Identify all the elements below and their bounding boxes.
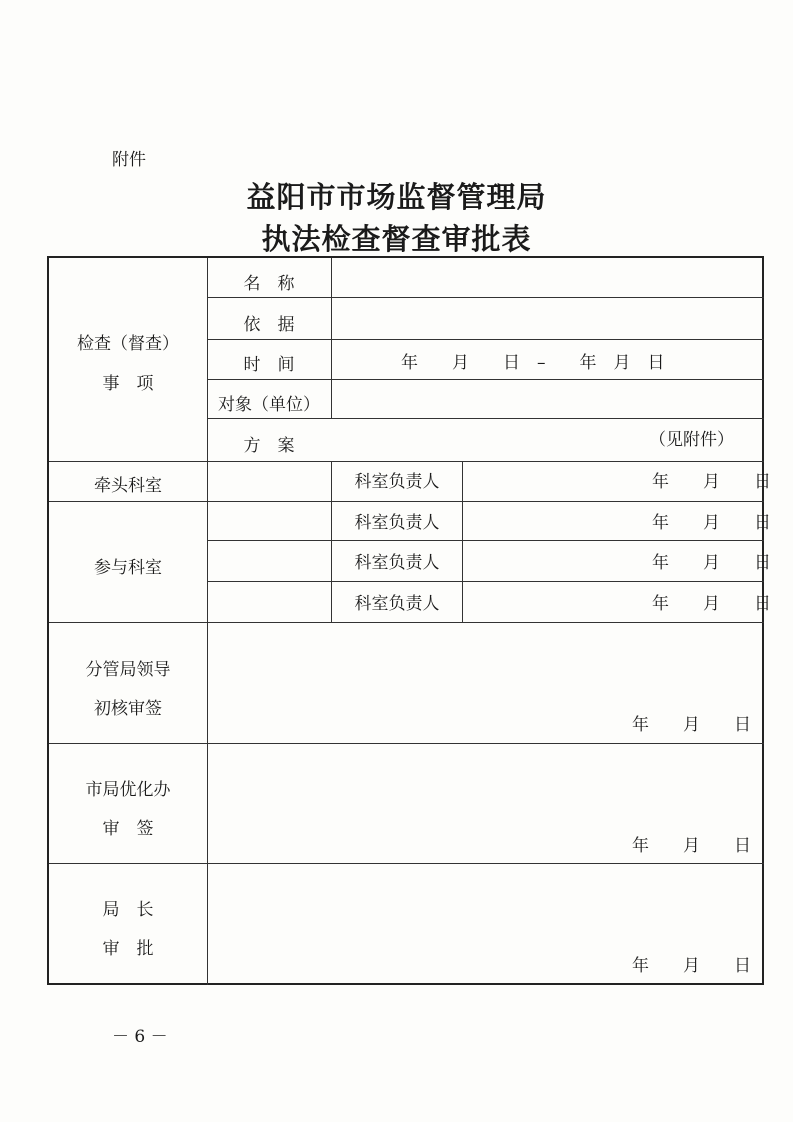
divider: [49, 622, 764, 623]
time-label: 时 间: [243, 355, 295, 375]
participating-date: 年 月 日: [652, 594, 771, 614]
divider: [207, 379, 764, 380]
leader-review-label-2: 初核审签: [94, 699, 162, 719]
office-review-label-2: 审 签: [102, 819, 154, 839]
time-value: 年 月 日 – 年 月 日: [401, 353, 665, 373]
leader-review-label: 分管局领导: [85, 660, 171, 680]
participating-head-label: 科室负责人: [354, 513, 440, 533]
divider: [207, 622, 208, 985]
divider: [331, 258, 332, 418]
form-subtitle: 执法检查督查审批表: [261, 222, 532, 256]
participating-head-label: 科室负责人: [354, 594, 440, 614]
divider: [207, 540, 764, 541]
name-label: 名 称: [243, 274, 295, 294]
participating-date: 年 月 日: [652, 513, 771, 533]
divider: [207, 581, 764, 582]
page-number: － 6 －: [112, 1027, 168, 1047]
basis-label: 依 据: [243, 315, 295, 335]
participating-dept-label: 参与科室: [94, 558, 162, 578]
divider: [49, 743, 764, 744]
plan-value: （见附件）: [649, 430, 734, 450]
divider: [207, 418, 764, 419]
inspection-label: 检查（督查）: [77, 334, 179, 354]
lead-dept-head-label: 科室负责人: [354, 472, 440, 492]
director-date: 年 月 日: [632, 956, 751, 976]
divider: [49, 501, 764, 502]
form-title: 益阳市市场监督管理局: [246, 180, 547, 214]
divider: [49, 863, 764, 864]
leader-review-date: 年 月 日: [632, 715, 751, 735]
lead-dept-date: 年 月 日: [652, 472, 771, 492]
divider: [331, 461, 332, 622]
director-label-2: 审 批: [102, 939, 154, 959]
target-label: 对象（单位）: [218, 395, 320, 415]
divider: [49, 461, 764, 462]
inspection-label-2: 事 项: [102, 374, 154, 394]
approval-form-table: [47, 256, 771, 985]
director-label: 局 长: [102, 900, 154, 920]
office-review-date: 年 月 日: [632, 836, 751, 856]
office-review-label: 市局优化办: [85, 780, 171, 800]
divider: [462, 461, 463, 622]
participating-date: 年 月 日: [652, 553, 771, 573]
attachment-label: 附件: [112, 150, 146, 170]
plan-label: 方 案: [243, 436, 295, 456]
lead-dept-label: 牵头科室: [94, 476, 162, 496]
divider: [207, 258, 208, 622]
participating-head-label: 科室负责人: [354, 553, 440, 573]
divider: [207, 297, 764, 298]
divider: [207, 339, 764, 340]
